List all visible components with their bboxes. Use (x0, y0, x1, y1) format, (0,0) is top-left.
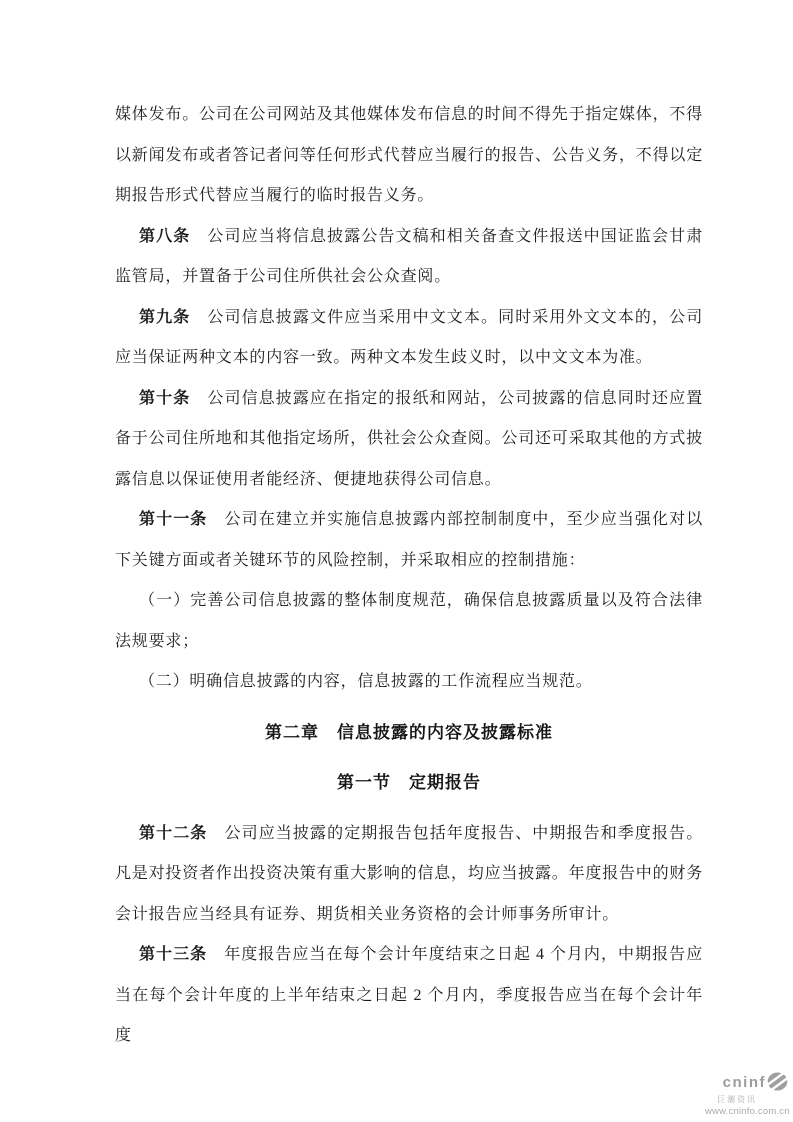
cninfo-brand-text: cninf (722, 1073, 766, 1091)
article-number-label: 第一节 定期报告 (337, 773, 481, 792)
article-number-label: 第十二条 (139, 824, 208, 842)
document-body (115, 95, 703, 1057)
cninfo-brand-row (705, 1074, 789, 1095)
section-heading (115, 763, 703, 804)
cninfo-brand-chinese: 巨潮资讯 (717, 1094, 757, 1104)
cninfo-website-url: www.cninfo.com.cn (705, 1105, 790, 1117)
paragraph-text: 媒体发布。公司在公司网站及其他媒体发布信息的时间不得先于指定媒体，不得以新闻发布或者答记者问等任何形式代替应当履行的报告、公告义务，不得以定期报告形式代替应当履行的临时报告义务。 (115, 106, 704, 204)
paragraph-text: 年度报告应当在每个会计年度结束之日起 4 个月内，中期报告应当在每个会计年度的上半年结束之日起 2 个月内，季度报告应当在每个会计年度 (115, 946, 703, 1044)
paragraph (115, 814, 703, 936)
paragraph (115, 500, 703, 581)
paragraph (115, 581, 703, 662)
paragraph-text: 公司信息披露文件应当采用中文文本。同时采用外文文本的，公司应当保证两种文本的内容一致。两种文本发生歧义时，以中文文本为准。 (115, 308, 703, 366)
paragraph-text: （一）完善公司信息披露的整体制度规范，确保信息披露质量以及符合法律法规要求； (115, 592, 703, 650)
article-number-label: 第十三条 (139, 946, 208, 963)
paragraph-text: （二）明确信息披露的内容，信息披露的工作流程应当规范。 (139, 673, 593, 690)
globe-swoosh-icon (767, 1072, 788, 1095)
paragraph (115, 662, 703, 703)
paragraph (115, 217, 703, 298)
article-number-label: 第二章 信息披露的内容及披露标准 (265, 722, 553, 742)
chapter-heading (115, 713, 703, 754)
cninfo-watermark (705, 1074, 789, 1117)
paragraph-text: 公司应当披露的定期报告包括年度报告、中期报告和季度报告。凡是对投资者作出投资决策有重大影响的信息，均应当披露。年度报告中的财务会计报告应当经具有证券、期货相关业务资格的会计师事务所审计。 (115, 824, 704, 923)
article-number-label: 第十一条 (139, 511, 208, 528)
paragraph (115, 298, 703, 379)
paragraph (115, 935, 703, 1057)
article-number-label: 第八条 (139, 227, 191, 245)
paragraph-text: 公司在建立并实施信息披露内部控制制度中，至少应当强化对以下关键方面或者关键环节的风险控制，并采取相应的控制措施： (115, 511, 704, 569)
article-number-label: 第九条 (139, 308, 191, 326)
paragraph-text: 公司信息披露应在指定的报纸和网站，公司披露的信息同时还应置备于公司住所地和其他指定场所，供社会公众查阅。公司还可采取其他的方式披露信息以保证使用者能经济、便捷地获得公司信息。 (115, 389, 704, 488)
paragraph (115, 95, 703, 217)
paragraph (115, 379, 703, 501)
article-number-label: 第十条 (139, 389, 191, 407)
paragraph-text: 公司应当将信息披露公告文稿和相关备查文件报送中国证监会甘肃监管局，并置备于公司住所供社会公众查阅。 (115, 227, 703, 285)
